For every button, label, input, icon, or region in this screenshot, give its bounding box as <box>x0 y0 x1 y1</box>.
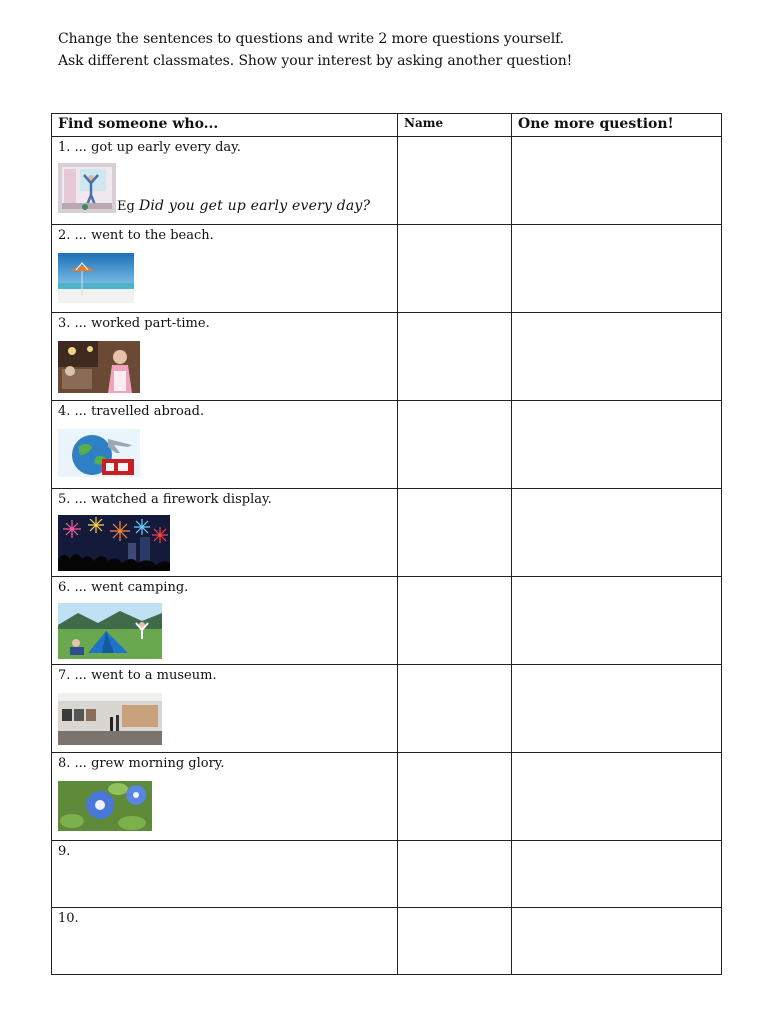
header-one-more-question: One more question! <box>512 114 722 137</box>
prompt-cell <box>52 489 398 577</box>
prompt-text: 5. ... watched a firework display. <box>58 492 272 507</box>
fireworks-photo <box>58 515 170 571</box>
restaurant-worker-photo <box>58 341 140 393</box>
name-cell[interactable] <box>398 313 512 401</box>
prompt-text: 10. <box>58 911 79 926</box>
table-row <box>52 577 722 665</box>
name-cell[interactable] <box>398 665 512 753</box>
prompt-text: 6. ... went camping. <box>58 580 189 595</box>
table-header-row <box>52 114 722 137</box>
table-row <box>52 841 722 908</box>
example-question <box>117 198 370 214</box>
prompt-text: 9. <box>58 844 71 859</box>
table-row <box>52 313 722 401</box>
table-row <box>52 225 722 313</box>
example-text: Did you get up early every day? <box>138 198 371 214</box>
table-row <box>52 753 722 841</box>
question-cell[interactable] <box>512 753 722 841</box>
globe-airplane-photo <box>58 429 140 477</box>
prompt-text: 1. ... got up early every day. <box>58 140 241 155</box>
table-row <box>52 137 722 225</box>
table-row <box>52 908 722 975</box>
question-cell[interactable] <box>512 489 722 577</box>
name-cell[interactable] <box>398 401 512 489</box>
question-cell[interactable] <box>512 908 722 975</box>
prompt-cell <box>52 313 398 401</box>
question-cell[interactable] <box>512 137 722 225</box>
instructions <box>58 28 572 72</box>
example-prefix: Eg <box>117 199 139 214</box>
name-cell[interactable] <box>398 753 512 841</box>
morning-stretch-photo <box>58 163 116 213</box>
name-cell[interactable] <box>398 841 512 908</box>
question-cell[interactable] <box>512 665 722 753</box>
question-cell[interactable] <box>512 841 722 908</box>
question-cell[interactable] <box>512 401 722 489</box>
instruction-line-2: Ask different classmates. Show your interest by asking another question! <box>58 53 573 69</box>
camping-tent-photo <box>58 603 162 659</box>
table-row <box>52 489 722 577</box>
instruction-line-1: Change the sentences to questions and write 2 more questions yourself. <box>58 31 565 47</box>
header-name: Name <box>398 114 512 137</box>
name-cell[interactable] <box>398 137 512 225</box>
name-cell[interactable] <box>398 225 512 313</box>
prompt-text: 2. ... went to the beach. <box>58 228 214 243</box>
museum-gallery-photo <box>58 693 162 745</box>
name-cell[interactable] <box>398 908 512 975</box>
question-cell[interactable] <box>512 313 722 401</box>
prompt-text: 4. ... travelled abroad. <box>58 404 205 419</box>
prompt-cell <box>52 753 398 841</box>
table-row <box>52 401 722 489</box>
prompt-cell[interactable] <box>52 841 398 908</box>
header-find-someone: Find someone who... <box>52 114 398 137</box>
find-someone-who-table <box>51 113 722 975</box>
prompt-text: 7. ... went to a museum. <box>58 668 217 683</box>
prompt-cell[interactable] <box>52 908 398 975</box>
name-cell[interactable] <box>398 489 512 577</box>
prompt-cell <box>52 225 398 313</box>
question-cell[interactable] <box>512 577 722 665</box>
table-row <box>52 665 722 753</box>
prompt-text: 3. ... worked part-time. <box>58 316 210 331</box>
name-cell[interactable] <box>398 577 512 665</box>
morning-glory-photo <box>58 781 152 831</box>
question-cell[interactable] <box>512 225 722 313</box>
beach-umbrella-photo <box>58 253 134 303</box>
prompt-cell <box>52 577 398 665</box>
prompt-cell <box>52 137 398 225</box>
prompt-text: 8. ... grew morning glory. <box>58 756 225 771</box>
prompt-cell <box>52 665 398 753</box>
prompt-cell <box>52 401 398 489</box>
